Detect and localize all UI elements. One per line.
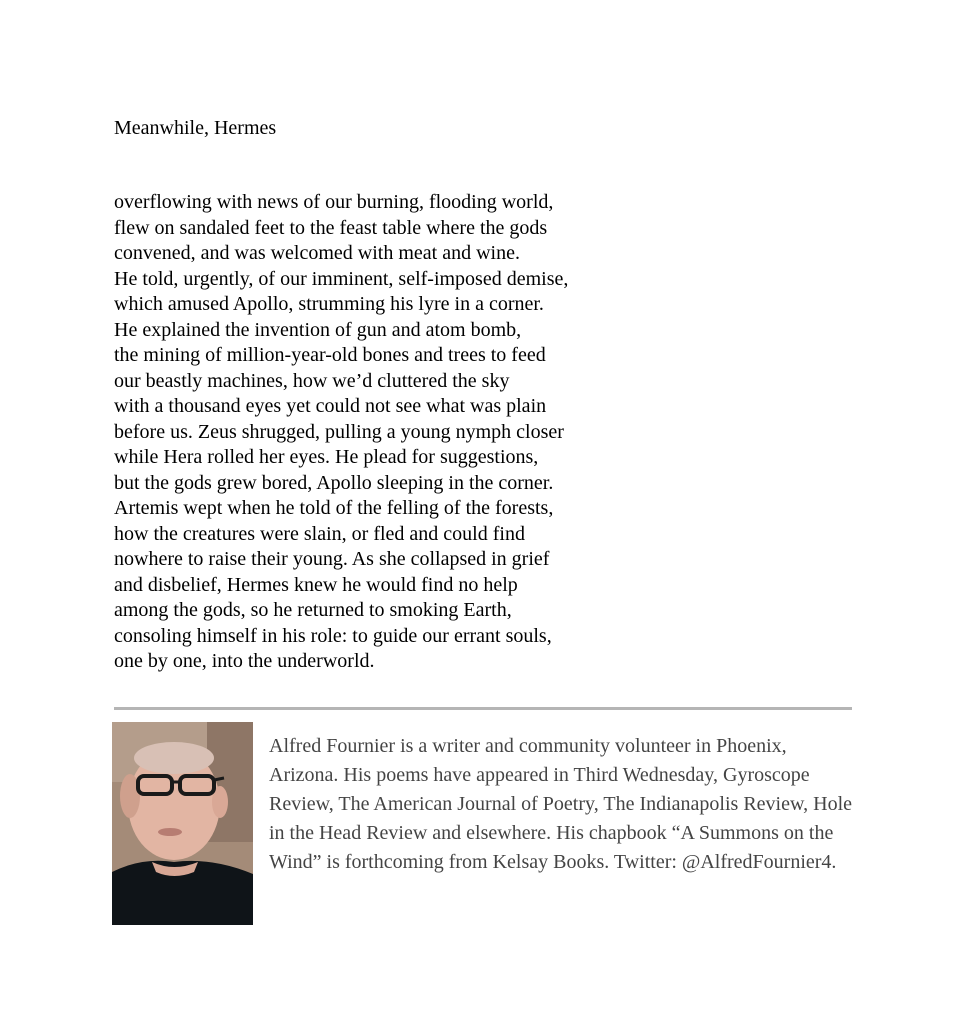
poem-line: with a thousand eyes yet could not see what was plain: [114, 395, 547, 417]
poem-line: convened, and was welcomed with meat and wine.: [114, 242, 520, 264]
poem-line: He told, urgently, of our imminent, self-imposed demise,: [114, 267, 569, 290]
poem-line: overflowing with news of our burning, flooding world,: [114, 191, 554, 213]
poem-line: Artemis wept when he told of the felling of the forests,: [114, 497, 554, 519]
poem-body: [114, 190, 734, 675]
poem-line: while Hera rolled her eyes. He plead for suggestions,: [114, 446, 539, 468]
section-divider: [114, 707, 852, 710]
poem-line: consoling himself in his role: to guide our errant souls,: [114, 624, 552, 647]
author-bio: Alfred Fournier is a writer and community volunteer in Phoenix, Arizona. His poems have appeared in Third Wednesday, Gyroscope Review, The American Journal of Poetry, The Indianapolis Review, Hole in the Head Review and elsewhere. His chapbook “A Summons on the Wind” is forthcoming from Kelsay Books. Twitter: @AlfredFournier4.: [269, 735, 852, 873]
poem-line: the mining of million-year-old bones and trees to feed: [114, 344, 546, 366]
poem-line: our beastly machines, how we’d cluttered the sky: [114, 369, 510, 392]
poem-line: He explained the invention of gun and atom bomb,: [114, 318, 522, 341]
poem-line: among the gods, so he returned to smoking Earth,: [114, 599, 512, 621]
poem-line: but the gods grew bored, Apollo sleeping in the corner.: [114, 471, 554, 494]
poem-line: flew on sandaled feet to the feast table where the gods: [114, 216, 548, 239]
poem-line: before us. Zeus shrugged, pulling a young nymph closer: [114, 420, 564, 443]
poem-line: and disbelief, Hermes knew he would find no help: [114, 573, 518, 596]
poem-line: nowhere to raise their young. As she collapsed in grief: [114, 548, 550, 570]
poem-line: one by one, into the underworld.: [114, 650, 375, 672]
poem-line: which amused Apollo, strumming his lyre in a corner.: [114, 293, 544, 315]
author-photo: [112, 722, 253, 925]
poem-title: Meanwhile, Hermes: [114, 117, 277, 139]
poem-line: how the creatures were slain, or fled and could find: [114, 522, 525, 545]
author-portrait-image: [112, 722, 253, 925]
